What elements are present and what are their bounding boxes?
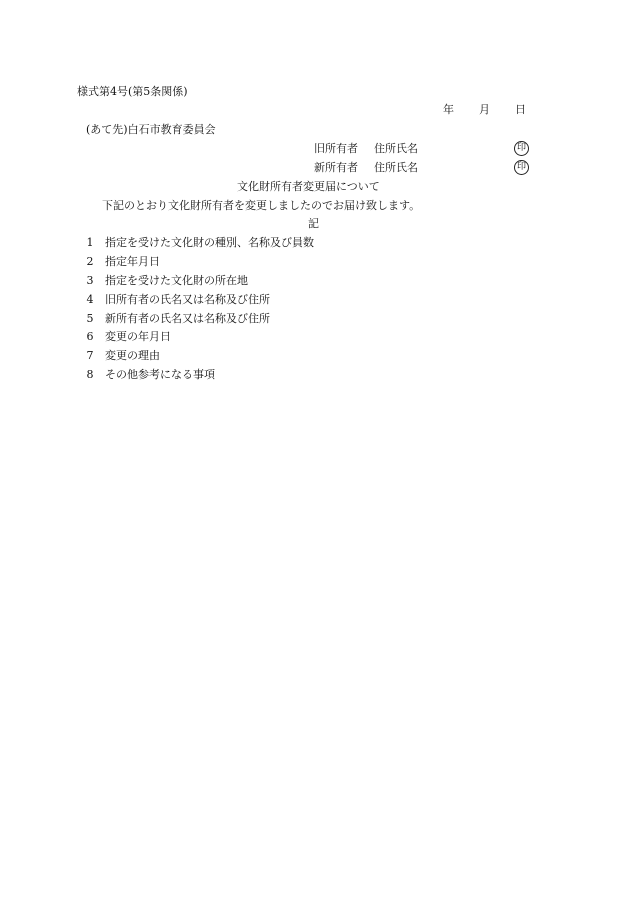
date-month-label: 月 (479, 103, 490, 116)
list-item (82, 313, 270, 324)
list-item (82, 275, 248, 286)
item-text: 変更の年月日 (105, 330, 171, 343)
item-number: 4 (86, 293, 94, 306)
list-item (82, 256, 160, 267)
date-day-label: 日 (515, 103, 526, 116)
old-owner-label: 旧所有者 (314, 142, 358, 155)
date-year-label: 年 (443, 103, 454, 116)
item-text: 指定年月日 (105, 255, 160, 268)
new-owner-label: 新所有者 (314, 161, 358, 174)
list-item (82, 294, 270, 305)
list-item (82, 350, 160, 361)
item-number: 5 (86, 312, 94, 325)
new-owner-address-name-label: 住所氏名 (374, 161, 418, 174)
seal-mark: 印 (514, 141, 529, 156)
list-item (82, 369, 215, 380)
ki-heading: 記 (308, 217, 319, 230)
item-text: 旧所有者の氏名又は名称及び住所 (105, 293, 270, 306)
old-owner-address-name-label: 住所氏名 (374, 142, 418, 155)
intro-text: 下記のとおり文化財所有者を変更しましたのでお届け致します。 (102, 199, 421, 212)
item-number: 8 (86, 368, 94, 381)
form-number: 様式第4号(第5条関係) (77, 85, 188, 98)
list-item (82, 331, 171, 342)
old-owner-seal-icon (514, 141, 529, 156)
addressee: (あて先)白石市教育委員会 (86, 123, 216, 136)
item-number: 7 (86, 349, 94, 362)
item-number: 2 (86, 255, 94, 268)
item-text: 指定を受けた文化財の所在地 (105, 274, 248, 287)
seal-mark: 印 (514, 160, 529, 175)
document-title: 文化財所有者変更届について (237, 180, 380, 193)
list-item (82, 237, 314, 248)
item-number: 6 (86, 330, 94, 343)
item-text: 指定を受けた文化財の種別、名称及び員数 (105, 236, 314, 249)
item-text: 変更の理由 (105, 349, 160, 362)
item-text: その他参考になる事項 (105, 368, 215, 381)
item-text: 新所有者の氏名又は名称及び住所 (105, 312, 270, 325)
item-number: 1 (86, 236, 94, 249)
item-number: 3 (86, 274, 94, 287)
new-owner-seal-icon (514, 160, 529, 175)
